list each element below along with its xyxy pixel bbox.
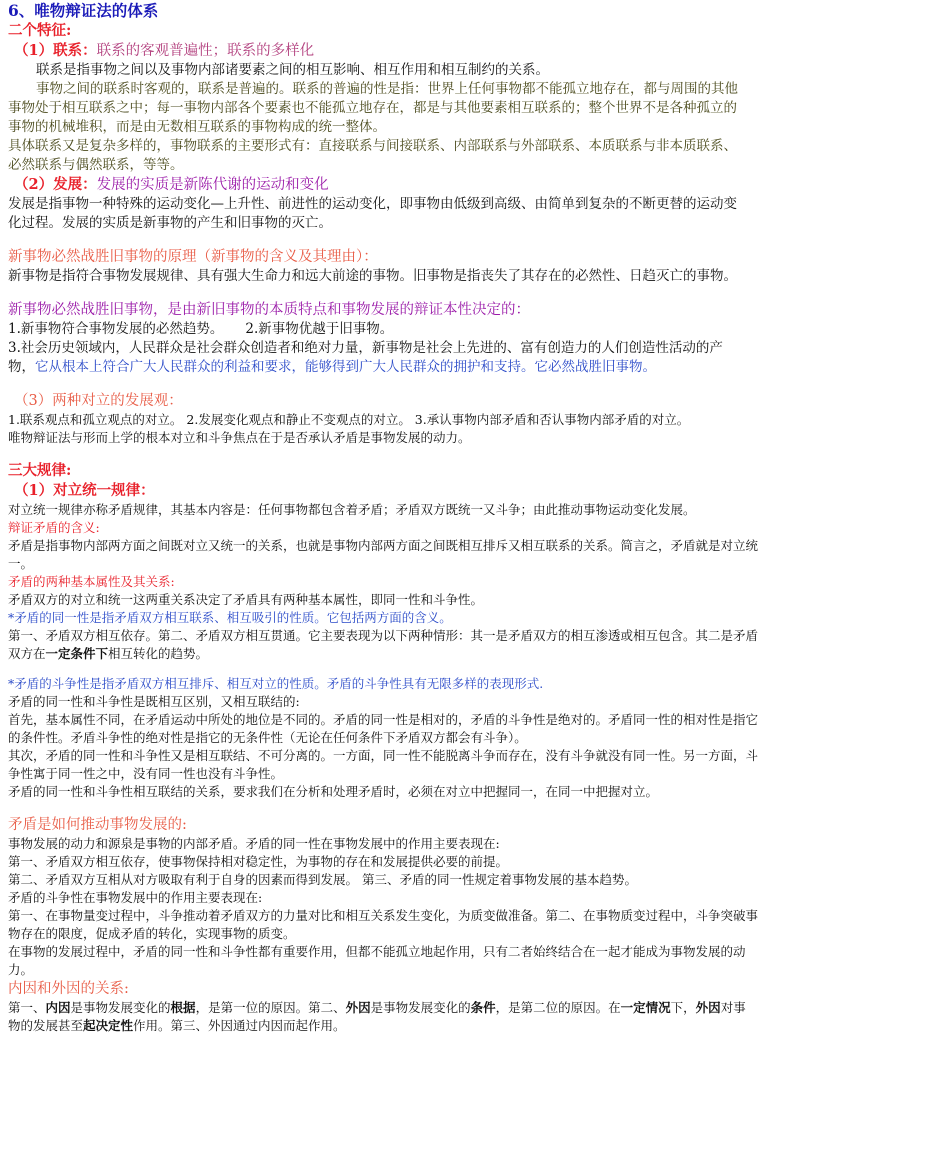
law-1-para-1: 对立统一规律亦称矛盾规律，其基本内容是：任何事物都包含着矛盾；矛盾双方既统一又斗争；由此推动事物运动变化发展。 <box>8 502 696 517</box>
io-a12: 外因 <box>695 1000 721 1015</box>
two-attributes-heading: 矛盾的两种基本属性及其关系: <box>8 574 175 589</box>
io-a13: 对事 <box>720 1000 746 1015</box>
feature-1-subtitle: 联系的客观普遍性；联系的多样化 <box>96 43 315 59</box>
io-a9: ，是第二位的原因。在 <box>495 1000 621 1015</box>
feature-2-heading <box>8 175 918 195</box>
new-things-item-2: 2.新事物优越于旧事物。 <box>245 321 394 337</box>
relation-para-3b: 争性寓于同一性之中，没有同一性也没有斗争性。 <box>8 766 284 781</box>
feature-1-para-2a: 事物之间的联系时客观的，联系是普遍的。联系的普遍的性是指：世界上任何事物都不能孤立地存在，都与周围的其他 <box>36 81 738 97</box>
spacer <box>8 233 918 247</box>
new-things-list-2b-highlight: 它从根本上符合广大人民群众的利益和要求，能够得到广大人民群众的拥护和支持。它必然战胜旧事物。 <box>35 359 656 375</box>
two-attributes-para: 矛盾双方的对立和统一这两重关系决定了矛盾具有两种基本属性，即同一性和斗争性。 <box>8 592 484 607</box>
feature-1-para-2c: 事物的机械堆积，而是由无数相互联系的事物构成的统一整体。 <box>8 119 386 135</box>
io-a11: 下， <box>670 1000 696 1015</box>
io-a5: ，是第一位的原因。第二、 <box>195 1000 346 1015</box>
identity-definition: *矛盾的同一性是指矛盾双方相互联系、相互吸引的性质。它包括两方面的含义。 <box>8 610 452 625</box>
feature-1-para-3a: 具体联系又是复杂多样的，事物联系的主要形式有：直接联系与间接联系、内部联系与外部联系、本质联系与非本质联系、 <box>8 138 737 154</box>
push-para-5b: 物存在的限度，促成矛盾的转化，实现事物的质变。 <box>8 926 296 941</box>
feature-1-label: （1）联系： <box>14 42 97 59</box>
feature-3-heading: （3）两种对立的发展观： <box>14 393 183 409</box>
relation-para-2a: 首先，基本属性不同，在矛盾运动中所处的地位是不同的。矛盾的同一性是相对的，矛盾的斗争性是绝对的。矛盾同一性的相对性是指它 <box>8 712 759 727</box>
new-things-para-1: 新事物是指符合事物发展规律、具有强大生命力和远大前途的事物。旧事物是指丧失了其存在的必然性、日趋灭亡的事物。 <box>8 268 737 284</box>
push-para-4: 矛盾的斗争性在事物发展中的作用主要表现在: <box>8 890 263 905</box>
io-a8: 条件 <box>470 1000 496 1015</box>
spacer <box>8 447 918 461</box>
feature-2-para-1a: 发展是指事物一种特殊的运动变化—上升性、前进性的运动变化，即事物由低级到高级、由简单到复杂的不断更替的运动变 <box>8 196 737 212</box>
relation-para-3a: 其次，矛盾的同一性和斗争性又是相互联结、不可分离的。一方面，同一性不能脱离斗争而存在，没有斗争就没有同一性。另一方面，斗 <box>8 748 759 763</box>
identity-para-b-bold: 一定条件下 <box>45 646 109 661</box>
identity-para-b <box>8 645 918 663</box>
new-things-item-1: 1.新事物符合事物发展的必然趋势。 <box>8 321 224 337</box>
feature-3-para-1: 1.联系观点和孤立观点的对立。 2.发展变化观点和静止不变观点的对立。 3.承认事物内部矛盾和否认事物内部矛盾的对立。 <box>8 412 690 427</box>
spacer <box>8 663 918 675</box>
feature-3-para-2: 唯物辩证法与形而上学的根本对立和斗争焦点在于是否承认矛盾是事物发展的动力。 <box>8 430 471 445</box>
feature-1-para-2b: 事物处于相互联系之中；每一事物内部各个要素也不能孤立地存在，都是与其他要素相互联系的；整个世界不是各种孤立的 <box>8 100 737 116</box>
relation-para-1: 矛盾的同一性和斗争性是既相互区别，又相互联结的: <box>8 694 300 709</box>
section-title: 6、唯物辩证法的体系 <box>8 1 159 20</box>
io-a4: 根据 <box>170 1000 196 1015</box>
io-a2: 内因 <box>45 1000 71 1015</box>
heading-two-features: 二个特征: <box>8 22 72 39</box>
push-para-6b: 力。 <box>8 962 34 977</box>
spacer <box>8 801 918 815</box>
internal-external-para-b <box>8 1017 918 1035</box>
new-things-heading-2: 新事物必然战胜旧事物，是由新旧事物的本质特点和事物发展的辩证本性决定的： <box>8 302 530 318</box>
new-things-heading: 新事物必然战胜旧事物的原理（新事物的含义及其理由）： <box>8 249 378 265</box>
io-a7: 是事物发展变化的 <box>370 1000 471 1015</box>
identity-para-a: 第一、矛盾双方相互依存。第二、矛盾双方相互贯通。它主要表现为以下两种情形：其一是矛盾双方的相互渗透或相互包含。其二是矛盾 <box>8 628 759 643</box>
contradiction-meaning-b: 一。 <box>8 556 34 571</box>
new-things-list-2b-prefix: 物， <box>8 359 35 375</box>
io-a1: 第一、 <box>8 1000 46 1015</box>
push-para-3: 第二、矛盾双方互相从对方吸取有利于自身的因素而得到发展。 第三、矛盾的同一性规定着事物发展的基本趋势。 <box>8 872 637 887</box>
spacer <box>8 377 918 391</box>
identity-para-b-2: 相互转化的趋势。 <box>108 646 209 661</box>
push-para-5a: 第一、在事物量变过程中，斗争推动着矛盾双方的力量对比和相互关系发生变化，为质变做准备。第二、在事物质变过程中，斗争突破事 <box>8 908 759 923</box>
spacer <box>8 286 918 300</box>
internal-external-para-a <box>8 999 918 1017</box>
new-things-list-2b <box>8 358 918 377</box>
relation-para-2b: 的条件性。矛盾斗争性的绝对性是指它的无条件性（无论在任何条件下矛盾双方都会有斗争）。 <box>8 730 527 745</box>
contradiction-meaning-a: 矛盾是指事物内部两方面之间既对立又统一的关系，也就是事物内部两方面之间既相互排斥又相互联系的关系。简言之，矛盾就是对立统 <box>8 538 759 553</box>
io-b1: 物的发展甚至 <box>8 1018 84 1033</box>
io-b2: 起决定性 <box>83 1018 134 1033</box>
push-para-6a: 在事物的发展过程中，矛盾的同一性和斗争性都有重要作用，但都不能孤立地起作用，只有二者始终结合在一起才能成为事物发展的动 <box>8 944 746 959</box>
feature-2-label: （2）发展： <box>14 176 97 193</box>
feature-1-heading <box>8 41 918 61</box>
heading-three-laws: 三大规律: <box>8 462 72 479</box>
contradiction-meaning-heading: 辩证矛盾的含义: <box>8 520 100 535</box>
new-things-list-2a: 3.社会历史领域内，人民群众是社会群众创造者和绝对力量，新事物是社会上先进的、富有创造力的人们创造性活动的产 <box>8 340 723 356</box>
push-para-1: 事物发展的动力和源泉是事物的内部矛盾。矛盾的同一性在事物发展中的作用主要表现在: <box>8 836 500 851</box>
io-a10: 一定情况 <box>620 1000 671 1015</box>
feature-1-para-1: 联系是指事物之间以及事物内部诸要素之间的相互影响、相互作用和相互制约的关系。 <box>36 62 549 78</box>
push-para-2: 第一、矛盾双方相互依存，使事物保持相对稳定性，为事物的存在和发展提供必要的前提。 <box>8 854 509 869</box>
struggle-definition: *矛盾的斗争性是指矛盾双方相互排斥、相互对立的性质。矛盾的斗争性具有无限多样的表现形式. <box>8 676 544 691</box>
io-a3: 是事物发展变化的 <box>70 1000 171 1015</box>
io-a6: 外因 <box>345 1000 371 1015</box>
io-b3: 作用。第三、外因通过内因而起作用。 <box>133 1018 346 1033</box>
law-1-heading: （1）对立统一规律： <box>14 482 155 499</box>
feature-1-para-3b: 必然联系与偶然联系，等等。 <box>8 157 184 173</box>
feature-2-subtitle: 发展的实质是新陈代谢的运动和变化 <box>96 177 329 193</box>
internal-external-heading: 内因和外因的关系: <box>8 981 129 997</box>
identity-para-b-1: 双方在 <box>8 646 46 661</box>
feature-2-para-1b: 化过程。发展的实质是新事物的产生和旧事物的灭亡。 <box>8 215 332 231</box>
push-development-heading: 矛盾是如何推动事物发展的: <box>8 817 187 833</box>
relation-para-4: 矛盾的同一性和斗争性相互联结的关系，要求我们在分析和处理矛盾时，必须在对立中把握同一，在同一中把握对立。 <box>8 784 659 799</box>
new-things-list-1 <box>8 320 918 339</box>
